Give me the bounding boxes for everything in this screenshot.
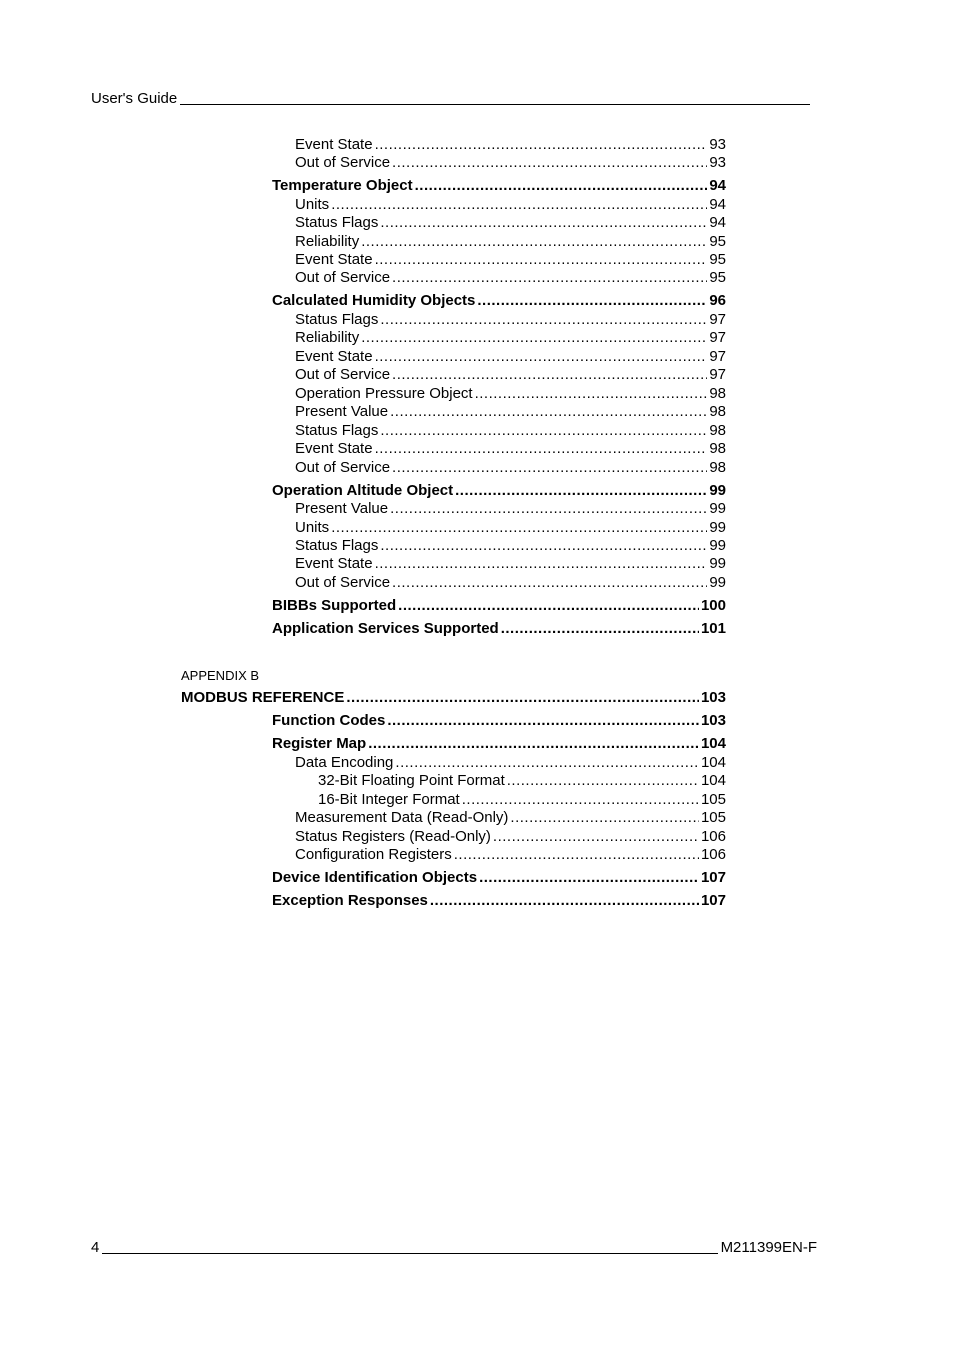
appendix-label: APPENDIX B: [181, 668, 260, 683]
toc-entry[interactable]: [295, 311, 726, 329]
toc-entry-page: 101: [700, 620, 726, 637]
toc-entry-page: 98: [709, 422, 726, 439]
toc-entry-label: Out of Service: [295, 154, 391, 171]
toc-entry-page: 103: [700, 712, 726, 729]
toc-leader-dots: [380, 311, 707, 329]
toc-entry-page: 93: [709, 154, 726, 171]
toc-entry[interactable]: [272, 177, 726, 195]
toc-entry-label: Present Value: [295, 500, 389, 517]
toc-leader-dots: [395, 754, 699, 772]
toc-entry[interactable]: [295, 754, 726, 772]
toc-entry[interactable]: [295, 574, 726, 592]
toc-entry-label: Status Flags: [295, 422, 379, 439]
toc-leader-dots: [392, 459, 707, 477]
toc-leader-dots: [493, 828, 699, 846]
toc-leader-dots: [380, 214, 707, 232]
toc-leader-dots: [375, 555, 708, 573]
toc-entry-label: Temperature Object: [272, 177, 413, 194]
toc-entry[interactable]: [295, 269, 726, 287]
toc-entry-label: Calculated Humidity Objects: [272, 292, 476, 309]
toc-entry[interactable]: [295, 154, 726, 172]
toc-leader-dots: [346, 689, 699, 707]
toc-entry-label: Status Registers (Read-Only): [295, 828, 491, 845]
toc-leader-dots: [398, 597, 699, 615]
toc-entry-page: 99: [709, 482, 726, 499]
toc-entry-page: 95: [709, 251, 726, 268]
toc-leader-dots: [380, 537, 707, 555]
toc-entry-label: Units: [295, 196, 330, 213]
toc-entry[interactable]: [272, 620, 726, 638]
toc-entry-label: Exception Responses: [272, 892, 428, 909]
toc-entry[interactable]: [295, 500, 726, 518]
toc-leader-dots: [479, 869, 699, 887]
header-title: User's Guide: [91, 90, 178, 107]
footer-page-number: 4: [91, 1239, 100, 1256]
toc-entry-label: Out of Service: [295, 459, 391, 476]
toc-entry-label: Device Identification Objects: [272, 869, 478, 886]
toc-entry-page: 100: [700, 597, 726, 614]
toc-entry-label: Event State: [295, 136, 373, 153]
toc-entry-label: Out of Service: [295, 366, 391, 383]
toc-leader-dots: [510, 809, 699, 827]
toc-entry-page: 107: [700, 892, 726, 909]
toc-entry-page: 106: [700, 828, 726, 845]
toc-entry[interactable]: [318, 772, 726, 790]
toc-leader-dots: [454, 846, 699, 864]
toc-entry[interactable]: [295, 329, 726, 347]
toc-entry[interactable]: [295, 459, 726, 477]
toc-entry-page: 94: [709, 214, 726, 231]
toc-entry[interactable]: [272, 482, 726, 500]
toc-entry-page: 98: [709, 459, 726, 476]
toc-entry-page: 94: [709, 196, 726, 213]
toc-entry[interactable]: [272, 712, 726, 730]
header-rule: [180, 104, 810, 105]
toc-entry-page: 106: [700, 846, 726, 863]
toc-entry-label: Operation Altitude Object: [272, 482, 454, 499]
toc-leader-dots: [331, 196, 707, 214]
toc-leader-dots: [368, 735, 699, 753]
toc-entry-label: Operation Pressure Object: [295, 385, 473, 402]
toc-entry-label: Out of Service: [295, 269, 391, 286]
page-header: [91, 90, 813, 107]
toc-entry-page: 97: [709, 329, 726, 346]
toc-entry-label: Event State: [295, 555, 373, 572]
toc-entry[interactable]: [272, 735, 726, 753]
footer-doc-code: M211399EN-F: [720, 1239, 817, 1256]
toc-entry[interactable]: [318, 791, 726, 809]
toc-entry-page: 99: [709, 537, 726, 554]
toc-entry-page: 105: [700, 791, 726, 808]
toc-leader-dots: [390, 500, 707, 518]
toc-leader-dots: [415, 177, 708, 195]
toc-leader-dots: [375, 251, 708, 269]
toc-entry-page: 104: [700, 754, 726, 771]
toc-entry-label: Status Flags: [295, 311, 379, 328]
toc-entry[interactable]: [295, 348, 726, 366]
toc-entry-page: 93: [709, 136, 726, 153]
toc-entry[interactable]: [295, 403, 726, 421]
toc-entry[interactable]: [295, 846, 726, 864]
toc-leader-dots: [375, 348, 708, 366]
toc-leader-dots: [475, 385, 708, 403]
toc-entry-page: 95: [709, 269, 726, 286]
toc-leader-dots: [455, 482, 707, 500]
toc-entry[interactable]: [295, 214, 726, 232]
toc-entry[interactable]: [295, 440, 726, 458]
toc-entry-page: 98: [709, 403, 726, 420]
toc-entry-page: 107: [700, 869, 726, 886]
toc-entry-label: Data Encoding: [295, 754, 394, 771]
toc-entry-label: Units: [295, 519, 330, 536]
toc-leader-dots: [430, 892, 699, 910]
toc-leader-dots: [361, 233, 707, 251]
toc-entry[interactable]: [295, 251, 726, 269]
toc-entry-label: 32-Bit Floating Point Format: [318, 772, 505, 789]
toc-leader-dots: [501, 620, 699, 638]
toc-entry-label: Reliability: [295, 233, 360, 250]
toc-entry-page: 95: [709, 233, 726, 250]
toc-leader-dots: [390, 403, 707, 421]
toc-entry-label: Application Services Supported: [272, 620, 499, 637]
toc-entry-page: 99: [709, 519, 726, 536]
toc-entry-label: Status Flags: [295, 537, 379, 554]
toc-leader-dots: [462, 791, 699, 809]
toc-entry[interactable]: [181, 689, 726, 707]
toc-entry-page: 99: [709, 574, 726, 591]
toc-entry-page: 105: [700, 809, 726, 826]
toc-entry-page: 98: [709, 440, 726, 457]
toc-leader-dots: [477, 292, 707, 310]
toc-entry[interactable]: [272, 597, 726, 615]
toc-entry-page: 94: [709, 177, 726, 194]
toc-entry-page: 103: [700, 689, 726, 706]
toc-entry-label: Configuration Registers: [295, 846, 452, 863]
toc-entry-page: 97: [709, 366, 726, 383]
toc-entry-page: 97: [709, 348, 726, 365]
page-footer: [91, 1239, 817, 1256]
toc-leader-dots: [331, 519, 707, 537]
toc-entry[interactable]: [295, 366, 726, 384]
toc-entry-label: Event State: [295, 251, 373, 268]
toc-entry-label: Measurement Data (Read-Only): [295, 809, 509, 826]
toc-entry-page: 104: [700, 735, 726, 752]
toc-leader-dots: [375, 136, 708, 154]
toc-entry-label: Event State: [295, 440, 373, 457]
toc-entry-page: 96: [709, 292, 726, 309]
toc-entry-page: 97: [709, 311, 726, 328]
toc-entry[interactable]: [272, 292, 726, 310]
toc-leader-dots: [392, 154, 707, 172]
toc-entry[interactable]: [295, 519, 726, 537]
toc-entry[interactable]: [295, 809, 726, 827]
toc-leader-dots: [392, 269, 707, 287]
toc-entry-label: Out of Service: [295, 574, 391, 591]
toc-entry-label: Present Value: [295, 403, 389, 420]
toc-entry[interactable]: [295, 385, 726, 403]
toc-entry-page: 98: [709, 385, 726, 402]
toc-entry-page: 104: [700, 772, 726, 789]
toc-leader-dots: [387, 712, 699, 730]
toc-entry-label: MODBUS REFERENCE: [181, 689, 345, 706]
toc-entry-label: Event State: [295, 348, 373, 365]
toc-entry-label: Function Codes: [272, 712, 386, 729]
toc-leader-dots: [375, 440, 708, 458]
toc-entry[interactable]: [295, 233, 726, 251]
toc-entry[interactable]: [295, 422, 726, 440]
toc-entry-label: Status Flags: [295, 214, 379, 231]
toc-entry-label: Register Map: [272, 735, 367, 752]
toc-entry[interactable]: [272, 892, 726, 910]
toc-entry-label: Reliability: [295, 329, 360, 346]
toc-entry-label: 16-Bit Integer Format: [318, 791, 460, 808]
toc-entry-label: BIBBs Supported: [272, 597, 397, 614]
toc-leader-dots: [380, 422, 707, 440]
toc-entry[interactable]: [272, 869, 726, 887]
toc-entry[interactable]: [295, 828, 726, 846]
toc-entry-page: 99: [709, 555, 726, 572]
toc-leader-dots: [507, 772, 699, 790]
toc-entry[interactable]: [295, 136, 726, 154]
toc-entry[interactable]: [295, 537, 726, 555]
toc-leader-dots: [392, 574, 707, 592]
toc-leader-dots: [392, 366, 707, 384]
toc-entry[interactable]: [295, 555, 726, 573]
toc-leader-dots: [361, 329, 707, 347]
toc-entry[interactable]: [295, 196, 726, 214]
toc-entry-page: 99: [709, 500, 726, 517]
footer-rule: [102, 1253, 717, 1254]
